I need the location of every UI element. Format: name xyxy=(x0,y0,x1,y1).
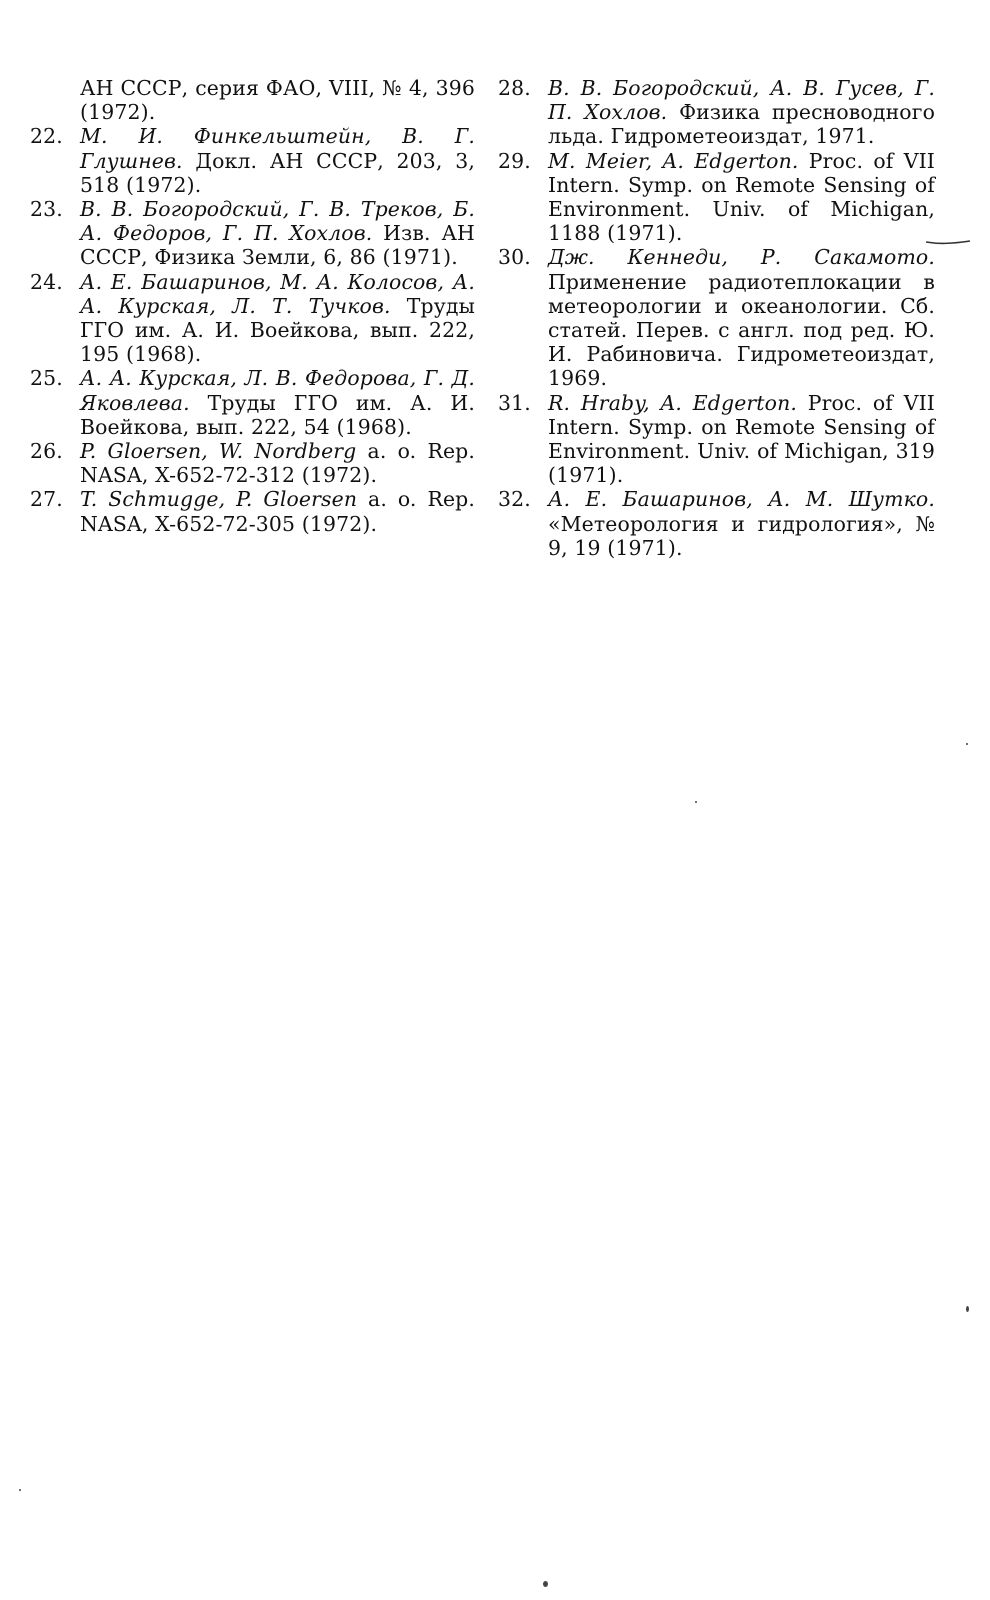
reference-number: 29. xyxy=(498,148,531,173)
reference-30 xyxy=(498,245,935,390)
reference-source: Докл. АН СССР, 203, 3, 518 (1972). xyxy=(80,148,475,197)
reference-number: 24. xyxy=(30,269,63,294)
reference-23 xyxy=(30,197,475,270)
reference-source: Применение радиотеплокации в метеорологии и океанологии. Сб. статей. Перев. с англ. под ред. Ю. И. Рабиновича. Гидрометеоиздат, 1969. xyxy=(548,269,935,391)
reference-source: Труды ГГО им. А. И. Воейкова, вып. 222, 195 (1968). xyxy=(80,293,475,367)
scan-artifact-dash xyxy=(924,239,972,245)
reference-text xyxy=(548,149,935,246)
reference-text xyxy=(80,197,475,270)
ref-21-continuation: АН СССР, серия ФАО, VIII, № 4, 396 (1972). xyxy=(80,76,475,125)
reference-source: Proc. of VII Intern. Symp. on Remote Sensing of Environment. Univ. of Michigan, 319 (1971). xyxy=(548,390,935,488)
reference-source: Изв. АН СССР, Физика Земли, 6, 86 (1971). xyxy=(80,221,475,270)
right-column xyxy=(498,76,935,560)
reference-number: 25. xyxy=(30,366,63,391)
reference-number: 26. xyxy=(30,439,63,464)
reference-text xyxy=(80,439,475,487)
reference-number: 30. xyxy=(498,245,531,270)
left-column xyxy=(30,76,475,536)
reference-authors: M. Meier, A. Edgerton. xyxy=(548,148,799,173)
reference-source: Proc. of VII Intern. Symp. on Remote Sensing of Environment. Univ. of Michigan, 1188 (1971). xyxy=(548,148,935,246)
reference-number: 23. xyxy=(30,197,63,222)
scan-speck xyxy=(543,1581,548,1587)
reference-text xyxy=(80,366,475,439)
reference-24 xyxy=(30,270,475,367)
reference-text xyxy=(80,124,475,197)
reference-text xyxy=(548,76,935,149)
reference-number: 27. xyxy=(30,487,63,512)
reference-number: 32. xyxy=(498,487,531,512)
reference-source: a. o. Rep. NASA, X-652-72-312 (1972). xyxy=(80,439,475,488)
reference-authors: P. Gloersen, W. Nordberg xyxy=(80,439,357,464)
reference-authors: А. Е. Башаринов, М. А. Колосов, А. А. Курская, Л. Т. Тучков. xyxy=(80,269,475,318)
reference-authors: М. И. Финкельштейн, В. Г. Глушнев. xyxy=(80,124,475,173)
reference-28 xyxy=(498,76,935,149)
reference-number: 31. xyxy=(498,390,531,415)
reference-number: 22. xyxy=(30,124,63,149)
reference-text xyxy=(548,487,935,560)
reference-25 xyxy=(30,366,475,439)
reference-authors: T. Schmugge, P. Gloersen xyxy=(80,487,358,512)
reference-source: Физика пресноводного льда. Гидрометеоиздат, 1971. xyxy=(548,100,935,149)
reference-source: Труды ГГО им. А. И. Воейкова, вып. 222, 54 (1968). xyxy=(80,390,475,439)
reference-29 xyxy=(498,149,935,246)
reference-27 xyxy=(30,487,475,535)
reference-text xyxy=(548,391,935,488)
reference-26 xyxy=(30,439,475,487)
reference-authors: В. В. Богородский, Г. В. Треков, Б. А. Федоров, Г. П. Хохлов. xyxy=(80,197,475,246)
reference-source: «Метеорология и гидрология», № 9, 19 (1971). xyxy=(548,511,935,560)
scan-speck xyxy=(966,743,968,745)
reference-text xyxy=(80,270,475,367)
reference-text xyxy=(548,245,935,390)
reference-number: 28. xyxy=(498,76,531,100)
reference-text xyxy=(80,487,475,535)
reference-authors: А. Е. Башаринов, А. М. Шутко. xyxy=(548,487,935,512)
reference-22 xyxy=(30,124,475,197)
reference-31 xyxy=(498,391,935,488)
reference-32 xyxy=(498,487,935,560)
scan-speck xyxy=(966,1306,969,1312)
reference-authors: R. Hraby, A. Edgerton. xyxy=(548,390,797,415)
reference-authors: Дж. Кеннеди, Р. Сакамото. xyxy=(548,245,935,270)
reference-authors: В. В. Богородский, А. В. Гусев, Г. П. Хохлов. xyxy=(548,76,935,125)
reference-source: a. o. Rep. NASA, X-652-72-305 (1972). xyxy=(80,487,475,536)
scan-speck xyxy=(695,801,697,803)
reference-authors: А. А. Курская, Л. В. Федорова, Г. Д. Яковлева. xyxy=(80,366,475,415)
scan-speck xyxy=(19,1489,21,1491)
